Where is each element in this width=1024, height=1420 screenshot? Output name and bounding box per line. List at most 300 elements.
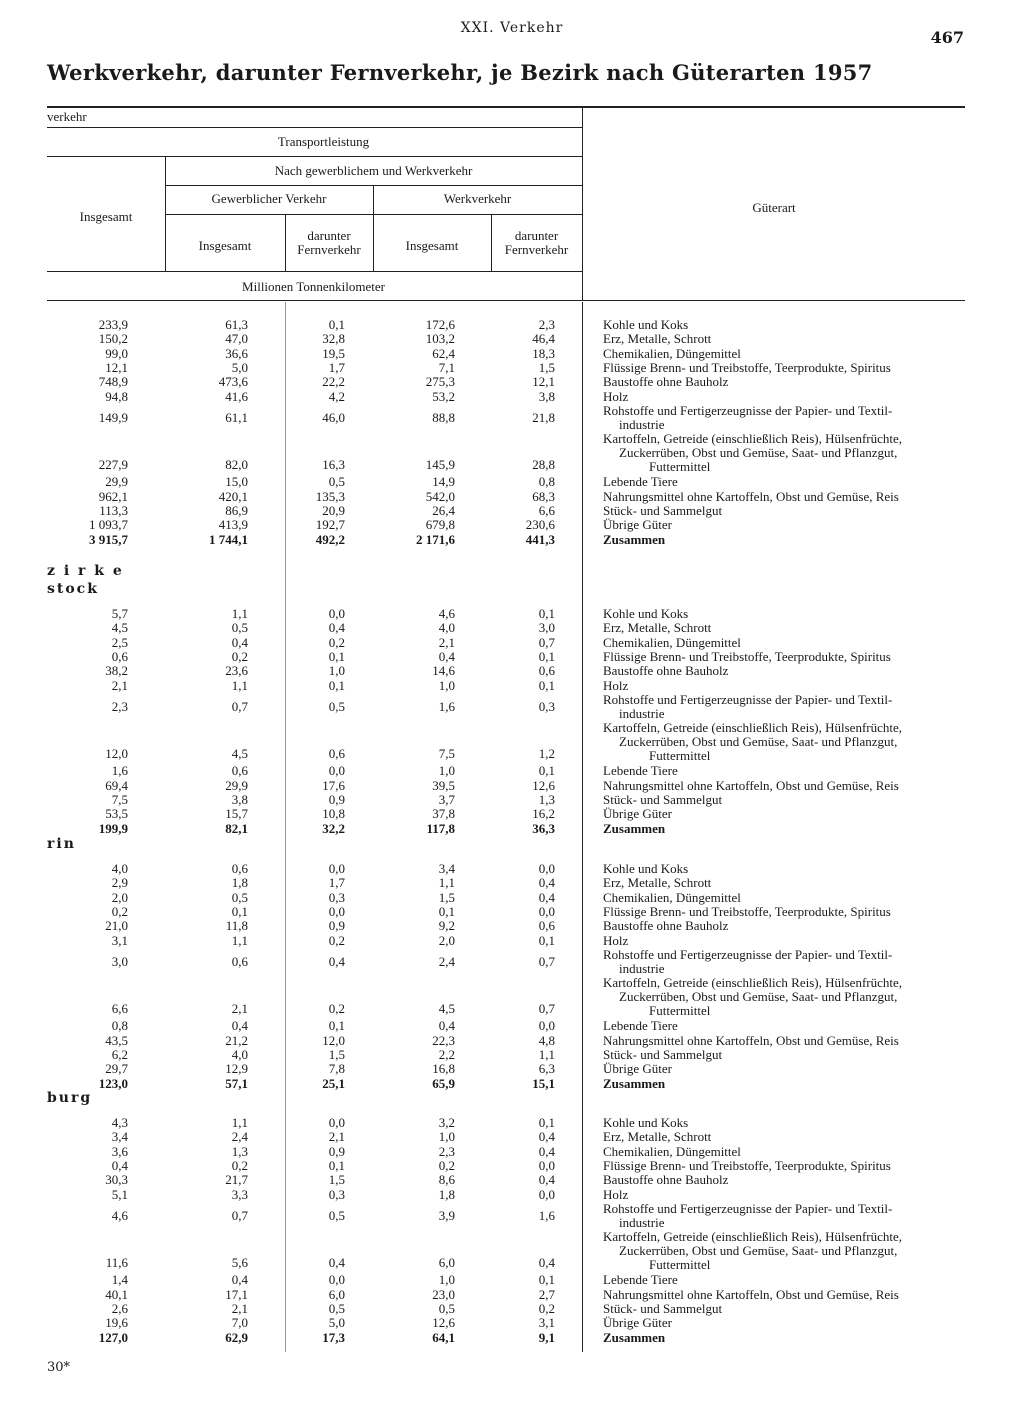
header-werkverkehr: Werkverkehr: [443, 191, 512, 206]
table-cell: 16,8: [432, 1061, 455, 1077]
table-cell: 127,0: [98, 1329, 128, 1345]
table-cell: 2,2: [438, 1046, 455, 1062]
table-cell: 0,2: [328, 634, 345, 650]
goods-label: [603, 693, 968, 721]
goods-label-line: industrie: [619, 705, 665, 721]
table-cell: 5,0: [231, 359, 248, 375]
table-cell: 542,0: [425, 488, 455, 504]
header-gueterart: Güterart: [752, 200, 796, 215]
table-cell: 9,2: [438, 918, 455, 934]
table-row: [0, 1130, 1024, 1144]
table-cell: 28,8: [532, 457, 555, 473]
goods-label: [603, 1034, 968, 1048]
table-cell: 9,1: [538, 1329, 555, 1345]
table-cell: 12,6: [432, 1315, 455, 1331]
table-row: [0, 1062, 1024, 1076]
goods-label: [603, 1316, 968, 1330]
table-cell: 0,7: [538, 953, 555, 969]
table-cell: 0,8: [111, 1018, 128, 1034]
goods-label: [603, 1145, 968, 1159]
table-cell: 1,5: [328, 1172, 345, 1188]
goods-label-line: Übrige Güter: [603, 1315, 672, 1331]
table-cell: 40,1: [105, 1286, 128, 1302]
section-label: stock: [47, 581, 99, 597]
table-cell: 0,1: [538, 1115, 555, 1130]
table-cell: 0,1: [328, 1157, 345, 1173]
table-row: [0, 1145, 1024, 1159]
goods-label: [603, 518, 968, 532]
table-cell: 0,6: [538, 918, 555, 934]
table-cell: 0,4: [538, 1255, 555, 1271]
table-cell: 0,4: [538, 1143, 555, 1159]
table-cell: 0,0: [538, 861, 555, 876]
table-cell: 113,3: [99, 502, 128, 518]
table-cell: 2,4: [438, 953, 455, 969]
table-cell: 4,5: [231, 746, 248, 762]
table-row: [0, 1288, 1024, 1302]
goods-label-line: Zusammen: [603, 1329, 666, 1345]
table-cell: 150,2: [98, 331, 128, 347]
table-cell: 0,6: [538, 663, 555, 679]
col-divider: [285, 214, 286, 271]
table-cell: 82,0: [225, 457, 248, 473]
goods-label-line: Holz: [603, 388, 629, 404]
table-cell: 29,9: [105, 474, 128, 490]
section-label: z i r k e: [47, 563, 124, 579]
table-row: [0, 1034, 1024, 1048]
table-cell: 14,6: [432, 663, 455, 679]
goods-label-line: Stück- und Sammelgut: [603, 1046, 723, 1062]
table-cell: 47,0: [225, 331, 248, 347]
table-row: [0, 891, 1024, 905]
goods-label-line: Erz, Metalle, Schrott: [603, 1129, 712, 1145]
goods-label-line: Kartoffeln, Getreide (einschließlich Reis), Hülsenfrüchte,: [603, 431, 903, 447]
table-cell: 29,7: [105, 1061, 128, 1077]
table-cell: 4,8: [538, 1032, 555, 1048]
table-cell: 149,9: [98, 409, 128, 425]
header-darunter-a: [285, 229, 373, 257]
table-cell: 3,8: [231, 791, 248, 807]
table-cell: 2,0: [111, 889, 128, 905]
goods-label-line: Futtermittel: [649, 1003, 711, 1019]
table-cell: 0,9: [328, 791, 345, 807]
goods-label-line: Holz: [603, 932, 629, 948]
goods-label: [603, 1273, 968, 1287]
table-cell: 39,5: [432, 777, 455, 793]
table-row: [0, 475, 1024, 489]
table-row: [0, 375, 1024, 389]
goods-label-line: Stück- und Sammelgut: [603, 502, 723, 518]
table-row: [0, 934, 1024, 948]
goods-label-line: Chemikalien, Düngemittel: [603, 1143, 741, 1159]
table-cell: 0,1: [328, 317, 345, 332]
table-cell: 2,0: [438, 932, 455, 948]
goods-label-line: Kohle und Koks: [603, 317, 689, 332]
table-cell: 3,9: [438, 1207, 455, 1223]
table-cell: 1,0: [328, 663, 345, 679]
table-cell: 1,1: [438, 875, 455, 891]
table-cell: 172,6: [425, 317, 455, 332]
table-cell: 0,5: [328, 698, 345, 714]
section-label: burg: [47, 1090, 93, 1106]
table-cell: 135,3: [315, 488, 345, 504]
goods-label: [603, 432, 968, 474]
table-cell: 7,0: [231, 1315, 248, 1331]
goods-label-line: Kohle und Koks: [603, 1115, 689, 1130]
table-cell: 4,5: [438, 1001, 455, 1017]
goods-label: [603, 764, 968, 778]
goods-label: [603, 1062, 968, 1076]
goods-label-line: Erz, Metalle, Schrott: [603, 620, 712, 636]
goods-label: [603, 664, 968, 678]
goods-label: [603, 533, 968, 547]
table-cell: 0,2: [538, 1300, 555, 1316]
goods-label-line: Holz: [603, 677, 629, 693]
table-cell: 12,1: [532, 374, 555, 390]
table-cell: 0,4: [231, 1018, 248, 1034]
table-cell: 12,6: [532, 777, 555, 793]
goods-label-line: Übrige Güter: [603, 806, 672, 822]
table-cell: 199,9: [98, 820, 128, 836]
table-cell: 123,0: [98, 1075, 128, 1091]
goods-label: [603, 1302, 968, 1316]
table-row: [0, 1173, 1024, 1187]
table-cell: 1,3: [231, 1143, 248, 1159]
header-top-rule: [47, 106, 965, 108]
table-cell: 2,1: [328, 1129, 345, 1145]
table-cell: 21,0: [105, 918, 128, 934]
table-cell: 4,5: [111, 620, 128, 636]
table-cell: 21,8: [532, 409, 555, 425]
table-row: [0, 862, 1024, 876]
table-cell: 0,0: [328, 861, 345, 876]
table-cell: 4,3: [111, 1115, 128, 1130]
table-cell: 3,1: [538, 1315, 555, 1331]
col-divider: [491, 214, 492, 271]
table-cell: 11,8: [225, 918, 248, 934]
table-cell: 12,0: [105, 746, 128, 762]
goods-label: [603, 1188, 968, 1202]
table-cell: 46,4: [532, 331, 555, 347]
table-cell: 32,8: [322, 331, 345, 347]
table-cell: 0,3: [538, 698, 555, 714]
table-cell: 0,5: [231, 620, 248, 636]
table-cell: 192,7: [315, 517, 345, 533]
table-cell: 103,2: [425, 331, 455, 347]
table-cell: 0,1: [538, 677, 555, 693]
header-unit: Millionen Tonnenkilometer: [242, 279, 385, 294]
table-cell: 43,5: [105, 1032, 128, 1048]
table-cell: 3,0: [111, 953, 128, 969]
col-divider: [582, 107, 583, 300]
goods-label-line: Erz, Metalle, Schrott: [603, 875, 712, 891]
goods-label: [603, 1019, 968, 1033]
goods-label-line: Chemikalien, Düngemittel: [603, 345, 741, 361]
table-cell: 1,1: [538, 1046, 555, 1062]
table-row: [0, 664, 1024, 678]
table-cell: 0,4: [538, 1172, 555, 1188]
table-row: [0, 919, 1024, 933]
table-cell: 145,9: [425, 457, 455, 473]
table-cell: 0,2: [231, 1157, 248, 1173]
table-cell: 117,8: [426, 820, 455, 836]
goods-label-line: Stück- und Sammelgut: [603, 791, 723, 807]
table-cell: 4,6: [111, 1207, 128, 1223]
table-row-total: [0, 533, 1024, 547]
table-row: [0, 318, 1024, 332]
table-cell: 3,8: [538, 388, 555, 404]
table-cell: 36,6: [225, 345, 248, 361]
table-row: [0, 504, 1024, 518]
table-cell: 57,1: [225, 1075, 248, 1091]
table-cell: 65,9: [432, 1075, 455, 1091]
table-cell: 1,6: [538, 1207, 555, 1223]
table-cell: 0,7: [538, 1001, 555, 1017]
table-cell: 25,1: [322, 1075, 345, 1091]
goods-label-line: Kartoffeln, Getreide (einschließlich Reis), Hülsenfrüchte,: [603, 975, 903, 991]
goods-label: [603, 404, 968, 432]
table-cell: 0,0: [538, 1018, 555, 1034]
table-cell: 0,2: [438, 1157, 455, 1173]
goods-label: [603, 976, 968, 1018]
goods-label: [603, 1077, 968, 1091]
table-row: [0, 905, 1024, 919]
table-cell: 0,4: [538, 1129, 555, 1145]
table-cell: 1 093,7: [89, 517, 128, 533]
table-cell: 6,6: [111, 1001, 128, 1017]
goods-label-line: Lebende Tiere: [603, 763, 678, 779]
goods-label-line: Zuckerrüben, Obst und Gemüse, Saat- und Pflanzgut,: [619, 989, 898, 1005]
table-row: [0, 404, 1024, 433]
goods-label-line: Nahrungsmittel ohne Kartoffeln, Obst und Gemüse, Reis: [603, 488, 899, 504]
table-row: [0, 650, 1024, 664]
table-cell: 7,5: [111, 791, 128, 807]
table-cell: 23,0: [432, 1286, 455, 1302]
table-row: [0, 807, 1024, 821]
table-cell: 3,4: [438, 861, 455, 876]
header-transportleistung: Transportleistung: [277, 134, 370, 149]
table-cell: 6,3: [538, 1061, 555, 1077]
table-cell: 0,4: [328, 953, 345, 969]
table-row: [0, 1302, 1024, 1316]
table-cell: 1,0: [438, 1129, 455, 1145]
goods-label-line: Flüssige Brenn- und Treibstoffe, Teerprodukte, Spiritus: [603, 1157, 891, 1173]
table-cell: 22,2: [322, 374, 345, 390]
goods-label-line: Futtermittel: [649, 459, 711, 475]
goods-label: [603, 862, 968, 876]
table-cell: 32,2: [322, 820, 345, 836]
goods-label: [603, 375, 968, 389]
table-cell: 492,2: [315, 531, 345, 547]
table-cell: 4,0: [231, 1046, 248, 1062]
table-cell: 0,1: [538, 606, 555, 621]
table-row: [0, 976, 1024, 1019]
table-cell: 1,5: [538, 359, 555, 375]
table-cell: 3,3: [231, 1186, 248, 1202]
table-row: [0, 1159, 1024, 1173]
goods-label-line: Zuckerrüben, Obst und Gemüse, Saat- und Pflanzgut,: [619, 445, 898, 461]
header-rule: [47, 271, 582, 272]
table-cell: 0,9: [328, 918, 345, 934]
header-gewerblich: Gewerblicher Verkehr: [211, 191, 327, 206]
table-cell: 0,7: [231, 698, 248, 714]
table-cell: 16,2: [532, 806, 555, 822]
table-cell: 5,7: [111, 606, 128, 621]
goods-label: [603, 475, 968, 489]
page-title: Werkverkehr, darunter Fernverkehr, je Bezirk nach Güterarten 1957: [47, 60, 873, 85]
table-cell: 61,3: [225, 317, 248, 332]
goods-label: [603, 934, 968, 948]
table-cell: 441,3: [525, 531, 555, 547]
table-cell: 0,4: [438, 1018, 455, 1034]
table-cell: 0,6: [111, 648, 128, 664]
table-cell: 0,1: [538, 1272, 555, 1288]
goods-label-line: Erz, Metalle, Schrott: [603, 331, 712, 347]
table-cell: 15,0: [225, 474, 248, 490]
table-cell: 29,9: [225, 777, 248, 793]
table-cell: 0,4: [231, 634, 248, 650]
table-row: [0, 1316, 1024, 1330]
table-cell: 1,6: [438, 698, 455, 714]
table-cell: 0,1: [538, 932, 555, 948]
goods-label: [603, 919, 968, 933]
goods-label-line: Zusammen: [603, 1075, 666, 1091]
table-cell: 0,4: [231, 1272, 248, 1288]
goods-label: [603, 822, 968, 836]
table-cell: 53,5: [105, 806, 128, 822]
goods-label: [603, 679, 968, 693]
header-insgesamt-b: Insgesamt: [405, 238, 459, 253]
goods-label-line: Baustoffe ohne Bauholz: [603, 1172, 729, 1188]
table-cell: 1 744,1: [209, 531, 248, 547]
header-darunter-b-line1: darunter: [514, 228, 559, 243]
goods-label-line: Chemikalien, Düngemittel: [603, 634, 741, 650]
table-cell: 0,3: [328, 889, 345, 905]
table-row: [0, 1116, 1024, 1130]
goods-label: [603, 779, 968, 793]
table-row: [0, 1188, 1024, 1202]
goods-label: [603, 1230, 968, 1272]
table-row: [0, 693, 1024, 722]
table-cell: 1,1: [231, 1115, 248, 1130]
header-insgesamt-a: Insgesamt: [198, 238, 252, 253]
table-row: [0, 764, 1024, 778]
table-row: [0, 779, 1024, 793]
table-cell: 99,0: [105, 345, 128, 361]
goods-label-line: Baustoffe ohne Bauholz: [603, 374, 729, 390]
goods-label-line: Lebende Tiere: [603, 474, 678, 490]
table-cell: 2,4: [231, 1129, 248, 1145]
table-cell: 1,1: [231, 932, 248, 948]
goods-label: [603, 793, 968, 807]
table-cell: 227,9: [98, 457, 128, 473]
goods-label: [603, 621, 968, 635]
goods-label: [603, 1159, 968, 1173]
table-cell: 82,1: [225, 820, 248, 836]
table-row: [0, 948, 1024, 977]
goods-label-line: Holz: [603, 1186, 629, 1202]
table-row: [0, 679, 1024, 693]
table-cell: 1,0: [438, 1272, 455, 1288]
table-cell: 62,4: [432, 345, 455, 361]
table-cell: 4,6: [438, 606, 455, 621]
col-divider: [373, 186, 374, 271]
table-cell: 2,1: [231, 1001, 248, 1017]
goods-label-line: Lebende Tiere: [603, 1018, 678, 1034]
table-cell: 962,1: [98, 488, 128, 504]
goods-label: [603, 1202, 968, 1230]
goods-label-line: Zusammen: [603, 820, 666, 836]
header-darunter-b-line2: Fernverkehr: [504, 242, 569, 257]
table-cell: 679,8: [425, 517, 455, 533]
table-row: [0, 1019, 1024, 1033]
table-row: [0, 518, 1024, 532]
table-cell: 3,1: [111, 932, 128, 948]
table-cell: 2,3: [438, 1143, 455, 1159]
goods-label-line: Flüssige Brenn- und Treibstoffe, Teerprodukte, Spiritus: [603, 359, 891, 375]
table-cell: 1,1: [231, 606, 248, 621]
table-cell: 6,6: [538, 502, 555, 518]
goods-label: [603, 361, 968, 375]
table-cell: 5,6: [231, 1255, 248, 1271]
goods-label: [603, 332, 968, 346]
goods-label: [603, 721, 968, 763]
goods-label: [603, 1048, 968, 1062]
table-cell: 0,1: [438, 903, 455, 919]
goods-label: [603, 1331, 968, 1345]
table-cell: 17,3: [322, 1329, 345, 1345]
table-cell: 0,3: [328, 1186, 345, 1202]
table-cell: 2,5: [111, 634, 128, 650]
table-cell: 748,9: [98, 374, 128, 390]
goods-label-line: Übrige Güter: [603, 517, 672, 533]
table-cell: 0,0: [328, 1115, 345, 1130]
table-cell: 2,1: [438, 634, 455, 650]
table-cell: 0,2: [328, 932, 345, 948]
table-cell: 1,5: [328, 1046, 345, 1062]
table-cell: 2,7: [538, 1286, 555, 1302]
goods-label-line: Zusammen: [603, 531, 666, 547]
header-rule: [47, 156, 582, 157]
table-cell: 23,6: [225, 663, 248, 679]
table-cell: 0,7: [231, 1207, 248, 1223]
table-cell: 8,6: [438, 1172, 455, 1188]
table-cell: 275,3: [425, 374, 455, 390]
header-top-label: verkehr: [47, 109, 87, 124]
table-cell: 0,4: [538, 875, 555, 891]
table-cell: 86,9: [225, 502, 248, 518]
table-cell: 0,8: [538, 474, 555, 490]
table-row: [0, 721, 1024, 764]
table-row: [0, 636, 1024, 650]
table-cell: 21,7: [225, 1172, 248, 1188]
goods-label: [603, 807, 968, 821]
goods-label-line: Kartoffeln, Getreide (einschließlich Reis), Hülsenfrüchte,: [603, 1229, 903, 1245]
goods-label-line: Rohstoffe und Fertigerzeugnisse der Papier- und Textil-: [603, 691, 893, 707]
table-cell: 0,0: [328, 1272, 345, 1288]
footnote: 30*: [47, 1360, 71, 1375]
running-head: XXI. Verkehr: [460, 20, 564, 36]
goods-label-line: Baustoffe ohne Bauholz: [603, 663, 729, 679]
table-cell: 0,1: [231, 903, 248, 919]
page-number: 467: [930, 28, 964, 47]
table-cell: 64,1: [432, 1329, 455, 1345]
goods-label: [603, 1173, 968, 1187]
table-cell: 5,0: [328, 1315, 345, 1331]
table-cell: 41,6: [225, 388, 248, 404]
table-cell: 2,9: [111, 875, 128, 891]
table-cell: 17,1: [225, 1286, 248, 1302]
